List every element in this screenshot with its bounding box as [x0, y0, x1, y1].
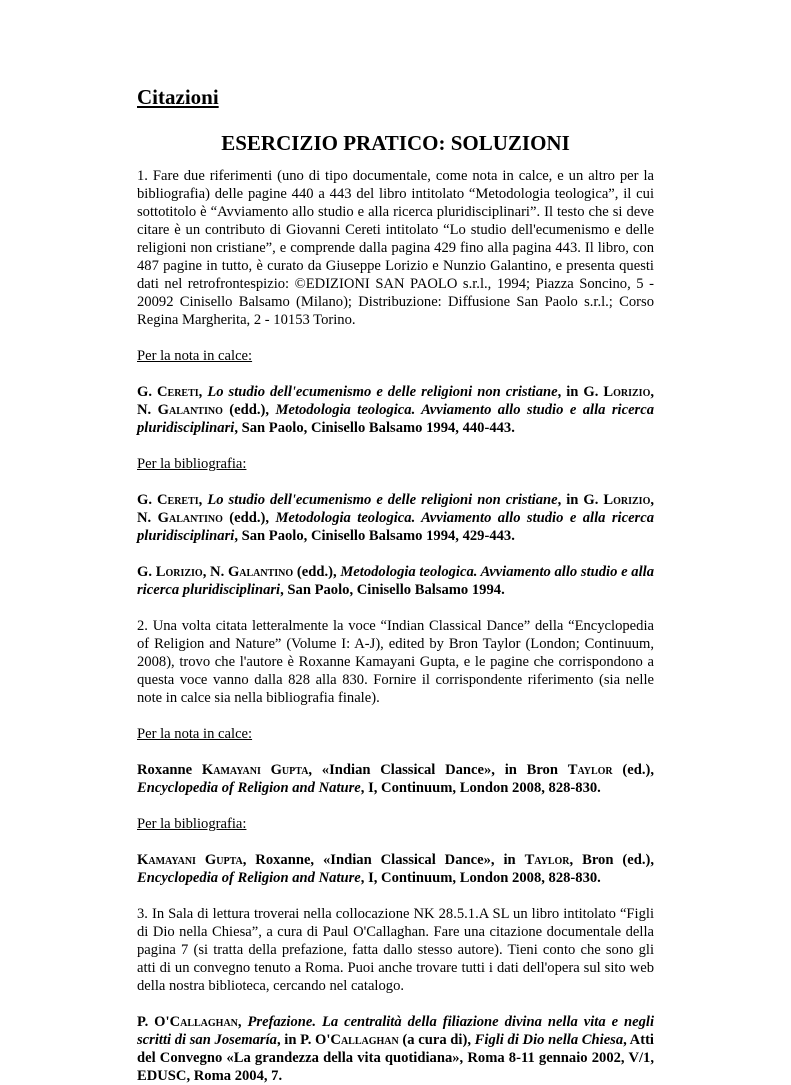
document-title: ESERCIZIO PRATICO: SOLUZIONI	[221, 131, 570, 155]
citation-footnote-1: G. Cereti, Lo studio dell'ecumenismo e delle religioni non cristiane, in G. Lorizio, N. Galantino (edd.), Metodologia teologica. Avviamento allo studio e alla ricerca pluridisciplinari, San Paolo, Cinisello Balsamo 1994, 440-443.	[137, 384, 655, 436]
exercise-3-text: 3. In Sala di lettura troverai nella collocazione NK 28.5.1.A SL un libro intitolato “Figli di Dio nella Chiesa”, a cura di Paul O'Callaghan. Fare una citazione documentale della pagina 7 (si tratta della prefazione, fatta dallo stesso autore). Tieni conto che sono gli atti di un convegno tenuto a Roma. Puoi anche trovare tutti i dati dell'opera sul sito web della nostra biblioteca, cercando nel catalogo.	[137, 906, 654, 994]
citation-bibliography-1b: G. Lorizio, N. Galantino (edd.), Metodologia teologica. Avviamento allo studio e alla ricerca pluridisciplinari, San Paolo, Cinisello Balsamo 1994.	[137, 564, 654, 598]
label-nota-in-calce-2: Per la nota in calce:	[137, 726, 253, 742]
citation-footnote-2: Roxanne Kamayani Gupta, «Indian Classical Dance», in Bron Taylor (ed.), Encyclopedia of Religion and Nature, I, Continuum, London 2008, 828-830.	[137, 762, 655, 796]
exercise-1-text: 1. Fare due riferimenti (uno di tipo documentale, come nota in calce, e un altro per la bibliografia) delle pagine 440 a 443 del libro intitolato “Metodologia teologica”, il cui sottotitolo è “Avviamento allo studio e alla ricerca pluridisciplinari”. Il testo che si deve citare è un contributo di Giovanni Cereti intitolato “Lo studio dell'ecumenismo e delle religioni non cristiane”, e comprende dalla pagina 429 fino alla pagina 443. Il libro, con 487 pagine in tutto, è curato da Giuseppe Lorizio e Nunzio Galantino, e presenta questi dati nel retrofrontespizio: ©EDIZIONI SAN PAOLO s.r.l., 1994; Piazza Soncino, 5 - 20092 Cinisello Balsamo (Milano); Distribuzione: Diffusione San Paolo s.r.l.; Corso Regina Margherita, 2 - 10153 Torino.	[137, 168, 654, 328]
exercise-2-text: 2. Una volta citata letteralmente la voce “Indian Classical Dance” della “Encyclopedia of Religion and Nature” (Volume I: A-J), edited by Bron Taylor (London; Continuum, 2008), trovo che l'autore è Roxanne Kamayani Gupta, e le pagine che corrispondono a questa voce vanno dalla 828 alla 830. Fornire il corrispondente riferimento (sia nelle note in calce sia nella bibliografia finale).	[137, 618, 654, 706]
citation-3: P. O'Callaghan, Prefazione. La centralità della filiazione divina nella vita e negli scritti di san Josemaría, in P. O'Callaghan (a cura di), Figli di Dio nella Chiesa, Atti del Convegno «La grandezza della vita quotidiana», Roma 8-11 gennaio 2002, V/1, EDUSC, Roma 2004, 7.	[137, 1014, 655, 1084]
section-heading: Citazioni	[137, 85, 219, 109]
citation-bibliography-2: Kamayani Gupta, Roxanne, «Indian Classical Dance», in Taylor, Bron (ed.), Encyclopedia of Religion and Nature, I, Continuum, London 2008, 828-830.	[137, 852, 654, 886]
label-bibliografia-1: Per la bibliografia:	[137, 456, 247, 472]
citation-bibliography-1a: G. Cereti, Lo studio dell'ecumenismo e delle religioni non cristiane, in G. Lorizio, N. Galantino (edd.), Metodologia teologica. Avviamento allo studio e alla ricerca pluridisciplinari, San Paolo, Cinisello Balsamo 1994, 429-443.	[137, 492, 655, 544]
label-nota-in-calce-1: Per la nota in calce:	[137, 348, 253, 364]
label-bibliografia-2: Per la bibliografia:	[137, 816, 247, 832]
